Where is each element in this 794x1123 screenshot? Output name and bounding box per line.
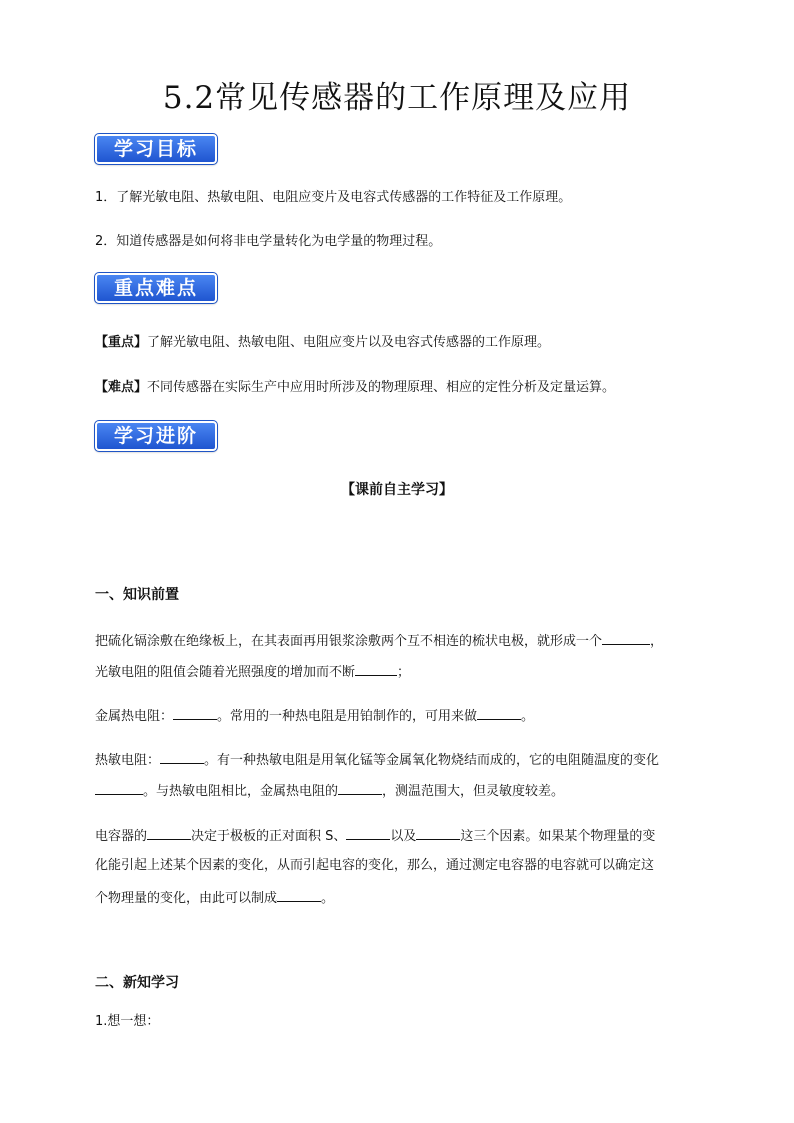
paragraph-capacitor-line3: 个物理量的变化，由此可以制成 。 — [95, 888, 705, 908]
fill-blank[interactable] — [416, 826, 460, 840]
paragraph-metal-thermistor: 金属热电阻： 。常用的一种热电阻是用铂制作的，可用来做 。 — [95, 706, 705, 726]
paragraph-thermistor-line2: 。与热敏电阻相比，金属热电阻的 ，测温范围大，但灵敏度较差。 — [95, 781, 705, 801]
page-title: 5.2常见传感器的工作原理及应用 — [162, 80, 632, 116]
fill-blank[interactable] — [338, 781, 382, 795]
key-label: 【重点】 — [95, 335, 148, 350]
fill-blank[interactable] — [277, 888, 321, 902]
fill-blank[interactable] — [160, 750, 204, 764]
fill-blank[interactable] — [173, 706, 217, 720]
paragraph-photoresistor-line1: 把硫化镉涂敷在绝缘板上，在其表面再用银浆涂敷两个互不相连的梳状电极，就形成一个 ， — [95, 631, 705, 651]
badge-learning-advance: 学习进阶 — [95, 421, 217, 451]
hard-text: 不同传感器在实际生产中应用时所涉及的物理原理、相应的定性分析及定量运算。 — [147, 380, 616, 395]
fill-blank[interactable] — [355, 662, 397, 676]
hard-point-line — [95, 379, 705, 397]
badge-learning-goals: 学习目标 — [95, 134, 217, 164]
paragraph-capacitor-line2: 化能引起上述某个因素的变化，从而引起电容的变化，那么，通过测定电容器的电容就可以确定这 — [95, 858, 655, 873]
key-text: 了解光敏电阻、热敏电阻、电阻应变片以及电容式传感器的工作原理。 — [147, 335, 551, 350]
paragraph-capacitor-line1: 电容器的 决定于极板的正对面积 S、 以及 这三个因素。如果某个物理量的变 — [95, 826, 705, 846]
fill-blank[interactable] — [95, 781, 143, 795]
item-think-about-it: 1.想一想： — [95, 1014, 160, 1029]
key-point-line — [95, 334, 705, 352]
section-new-knowledge-heading: 二、新知学习 — [95, 975, 179, 991]
paragraph-thermistor-line1: 热敏电阻： 。有一种热敏电阻是用氧化锰等金属氧化物烧结而成的，它的电阻随温度的变化 — [95, 750, 705, 770]
paragraph-photoresistor-line2: 光敏电阻的阻值会随着光照强度的增加而不断 ； — [95, 662, 705, 682]
fill-blank[interactable] — [477, 706, 521, 720]
section-knowledge-prereq-heading: 一、知识前置 — [95, 587, 179, 603]
badge-key-points: 重点难点 — [95, 273, 217, 303]
preclass-heading: 【课前自主学习】 — [341, 482, 453, 498]
fill-blank[interactable] — [147, 826, 191, 840]
goal-item-1: 1．了解光敏电阻、热敏电阻、电阻应变片及电容式传感器的工作特征及工作原理。 — [95, 190, 572, 205]
fill-blank[interactable] — [346, 826, 390, 840]
fill-blank[interactable] — [602, 631, 650, 645]
goal-item-2: 2．知道传感器是如何将非电学量转化为电学量的物理过程。 — [95, 234, 442, 249]
hard-label: 【难点】 — [95, 380, 148, 395]
